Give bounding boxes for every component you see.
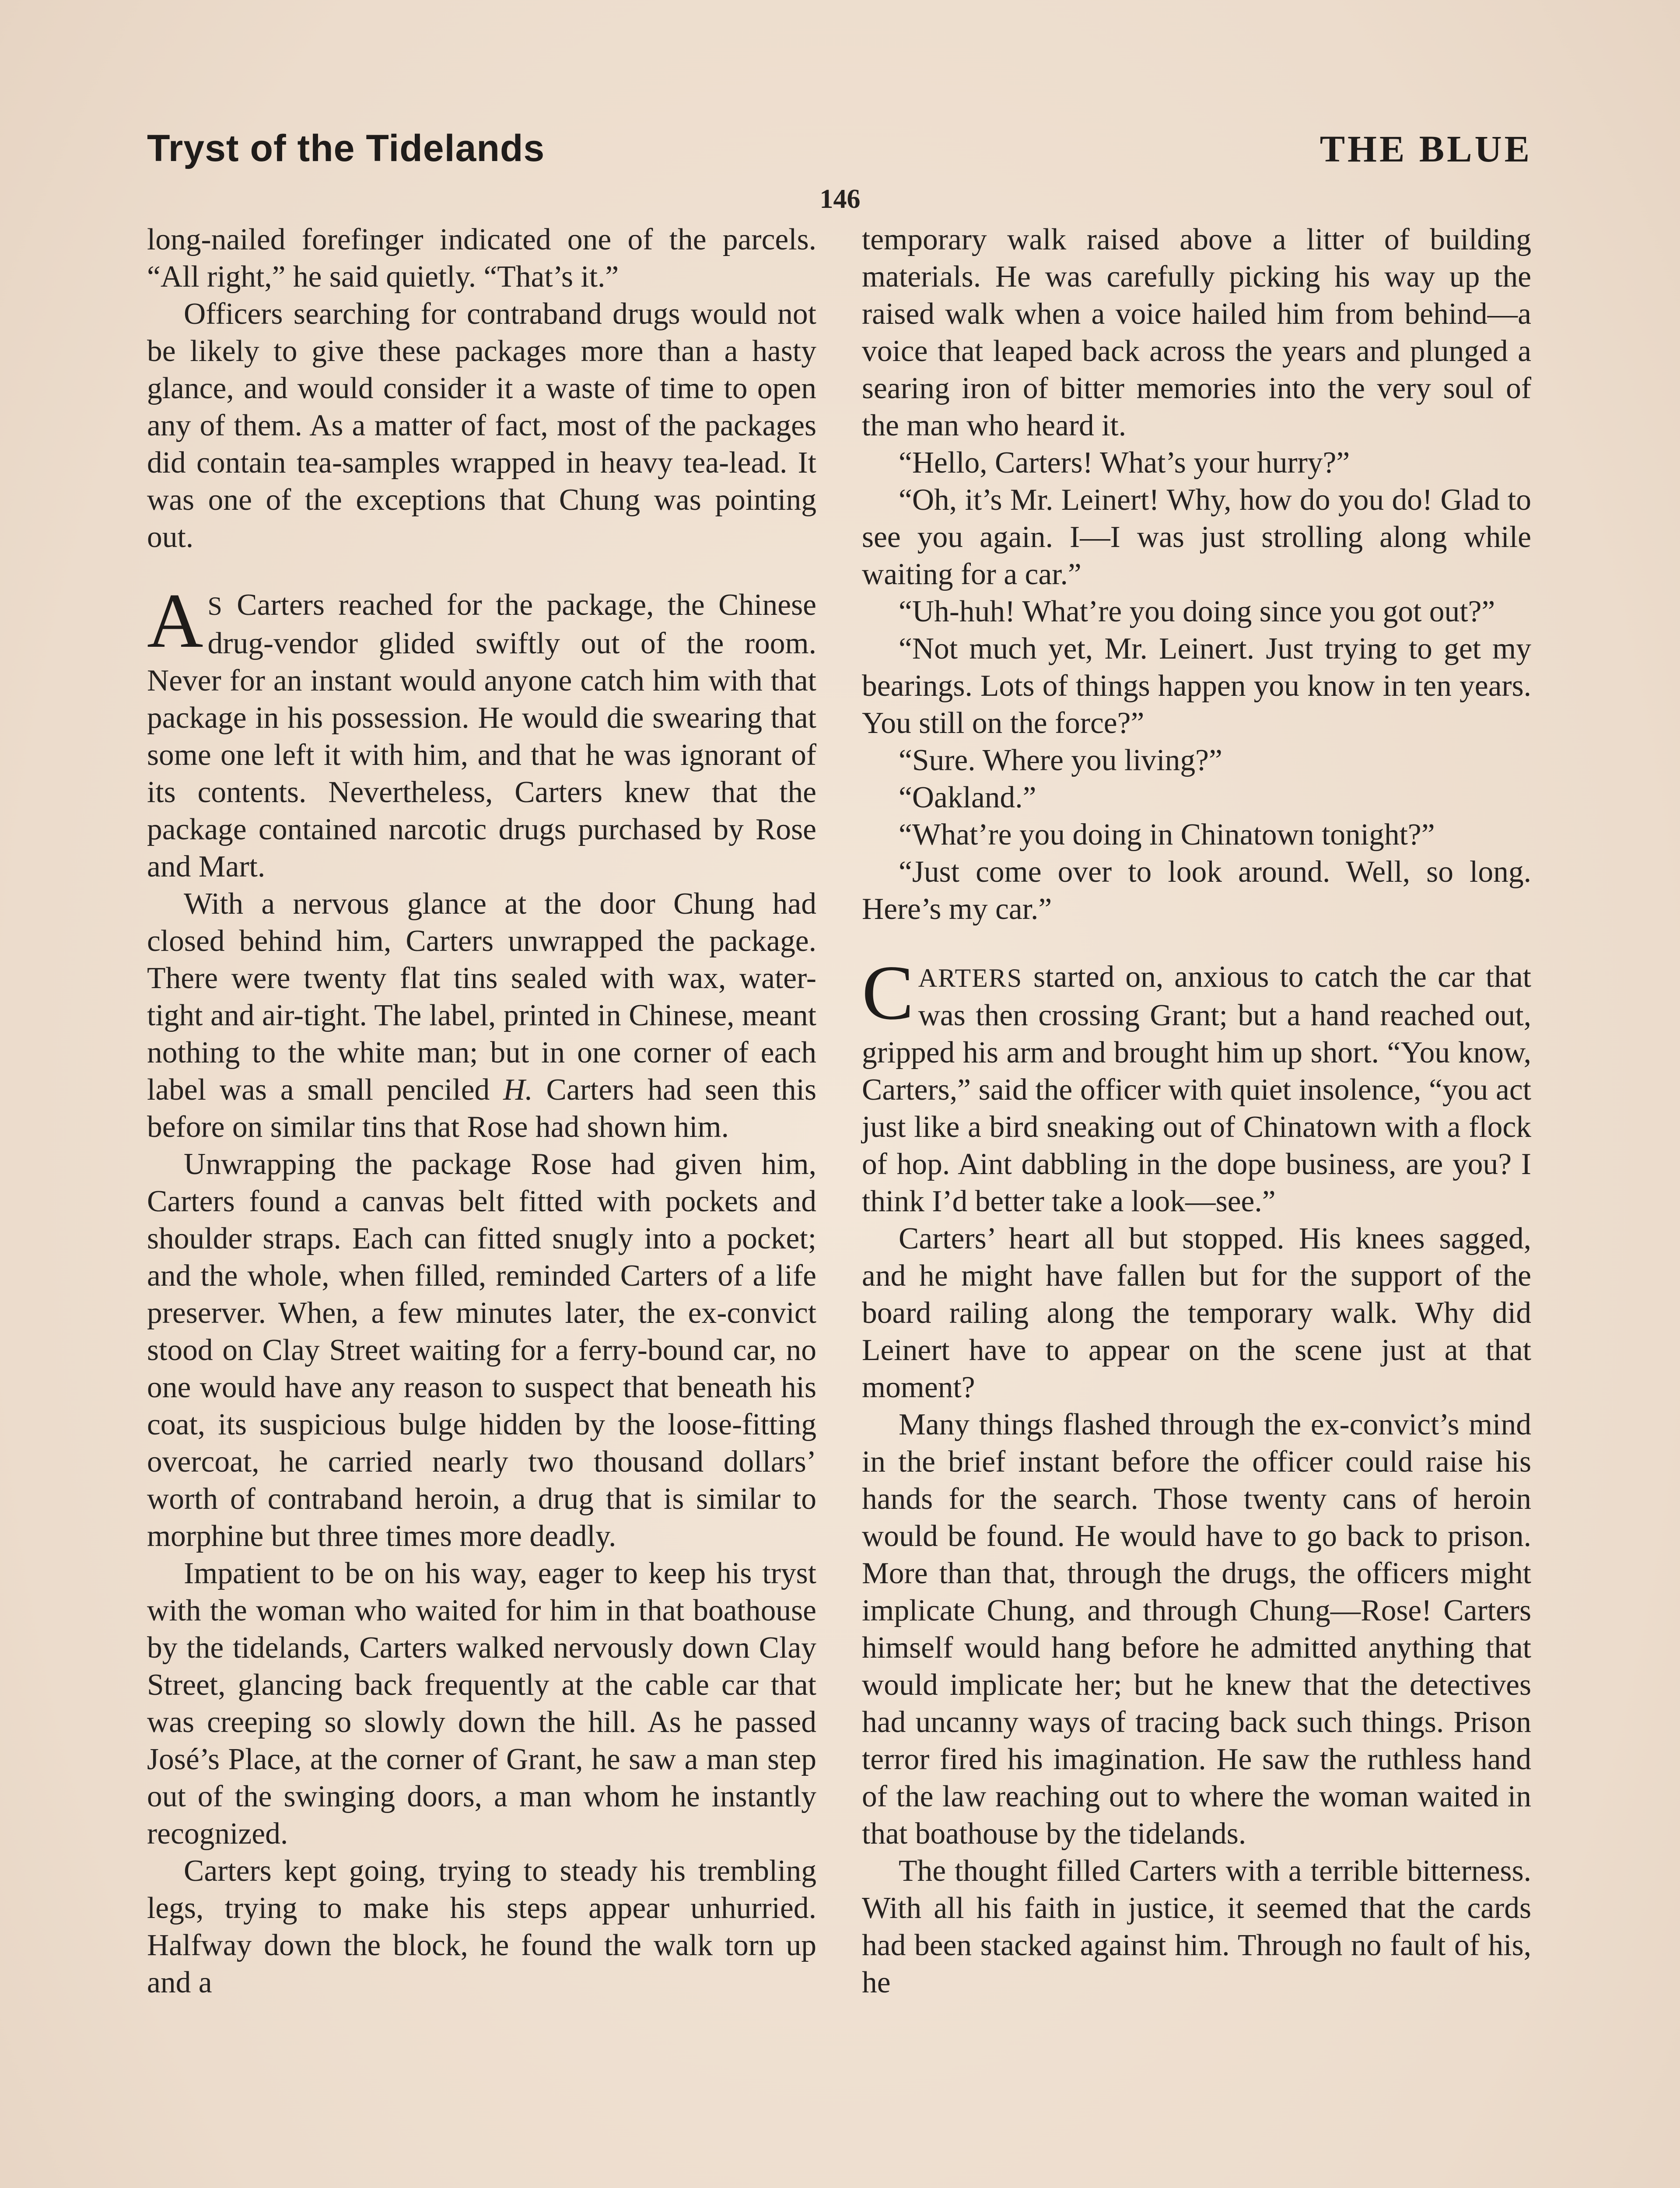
small-caps-lead: ARTERS xyxy=(918,964,1023,992)
paragraph: “Uh-huh! What’re you doing since you got out?” xyxy=(899,595,1495,628)
paragraph-text: With a nervous glance at the door Chung had closed behind him, Carters unwrapped the package. There were twenty flat tins sealed with wax, water-tight and air-tight. The label, printed in Chinese, meant nothing to the white man; but in one corner of each label was a small penciled xyxy=(147,887,816,1107)
page-number: 146 xyxy=(819,184,861,214)
paragraph: “Oakland.” xyxy=(899,781,1036,814)
paragraph: “Sure. Where you living?” xyxy=(899,743,1222,777)
paragraph: Carters’ heart all but stopped. His knees sagged, and he might have fallen but for the support of the board railing along the temporary walk. Why did Leinert have to appear on the scene just at that moment? xyxy=(862,1222,1531,1404)
paragraph: “Hello, Carters! What’s your hurry?” xyxy=(899,446,1350,480)
paragraph: The thought filled Carters with a terrible bitterness. With all his faith in justice, it seemed that the cards had been stacked against him. Through no fault of his, he xyxy=(862,1854,1531,1999)
paragraph: Unwrapping the package Rose had given him, Carters found a canvas belt fitted with pockets and shoulder straps. Each can fitted snugly into a pocket; and the whole, when filled, reminded Carters of a life preserver. When, a few minutes later, the ex-convict stood on Clay Street waiting for a ferry-bound car, no one would have any reason to suspect that beneath his coat, its suspicious bulge hidden by the loose-fitting overcoat, he carried nearly two thousand dollars’ worth of contraband heroin, a drug that is similar to morphine but three times more deadly. xyxy=(147,1147,816,1553)
paragraph-text: Carters had seen this before on similar tins that Rose had shown him. xyxy=(147,1073,816,1144)
paragraph: long-nailed forefinger indicated one of the parcels. “All right,” he said quietly. “That’s it.” xyxy=(147,223,816,294)
paragraph: temporary walk raised above a litter of building materials. He was carefully picking his way up the raised walk when a voice hailed him from behind—a voice that leaped back across the years and plunged a searing iron of bitter memories into the very soul of the man who heard it. xyxy=(862,223,1531,442)
story-title-header: Tryst of the Tidelands xyxy=(147,127,545,169)
small-caps-lead: S xyxy=(207,592,223,621)
paragraph: Carters kept going, trying to steady his trembling legs, trying to make his steps appear unhurried. Halfway down the block, he found the walk torn up and a xyxy=(147,1854,816,1999)
italic-letter: H. xyxy=(503,1073,533,1107)
paragraph: Impatient to be on his way, eager to keep his tryst with the woman who waited for him in that boathouse by the tidelands, Carters walked nervously down Clay Street, glancing back frequently at the cable car that was creeping so slowly down the hill. As he passed José’s Place, at the corner of Grant, he saw a man step out of the swinging doors, a man whom he instantly recognized. xyxy=(147,1557,816,1851)
paragraph: “Just come over to look around. Well, so long. Here’s my car.” xyxy=(862,855,1531,926)
magazine-name-header: THE BLUE xyxy=(1320,128,1532,170)
paragraph: Officers searching for contraband drugs would not be likely to give these packages more than a hasty glance, and would consider it a waste of time to open any of them. As a matter of fact, most of the packages did contain tea-samples wrapped in heavy tea-lead. It was one of the exceptions that Chung was pointing out. xyxy=(147,297,816,554)
paragraph-text: started on, anxious to catch the car that was then crossing Grant; but a hand reached out, gripped his arm and brought him up short. “You know, Carters,” said the officer with quiet insolence, “you act just like a bird sneaking out of Chinatown with a flock of hop. Aint dabbling in the dope business, are you? I think I’d better take a look—see.” xyxy=(862,960,1531,1218)
drop-cap: A xyxy=(147,577,203,664)
paragraph: Many things flashed through the ex-convict’s mind in the brief instant before the officer could raise his hands for the search. Those twenty cans of heroin would be found. He would have to go back to prison. More than that, through the drugs, the officers might implicate Chung, and through Chung—Rose! Carters himself would hang before he admitted anything that would implicate her; but he knew that the detectives had uncanny ways of tracing back such things. Prison terror fired his imagination. He saw the ruthless hand of the law reaching out to where the woman waited in that boathouse by the tidelands. xyxy=(862,1408,1531,1851)
paragraph xyxy=(147,885,816,1146)
left-column xyxy=(147,221,816,2001)
section-start-paragraph xyxy=(862,949,1531,1220)
paragraph: “What’re you doing in Chinatown tonight?” xyxy=(899,818,1435,852)
paragraph: “Not much yet, Mr. Leinert. Just trying to get my bearings. Lots of things happen you know in ten years. You still on the force?” xyxy=(862,632,1531,740)
paragraph-text: Carters reached for the package, the Chinese drug-vendor glided swiftly out of the room. Never for an instant would anyone catch him with that package in his possession. He would die swearing that some one left it with him, and that he was ignorant of its contents. Nevertheless, Carters knew that the package contained narcotic drugs purchased by Rose and Mart. xyxy=(147,588,816,884)
section-start-paragraph xyxy=(147,577,816,885)
paragraph: “Oh, it’s Mr. Leinert! Why, how do you do! Glad to see you again. I—I was just strolling along while waiting for a car.” xyxy=(862,483,1531,591)
drop-cap: C xyxy=(862,949,914,1036)
right-column xyxy=(862,221,1531,2001)
